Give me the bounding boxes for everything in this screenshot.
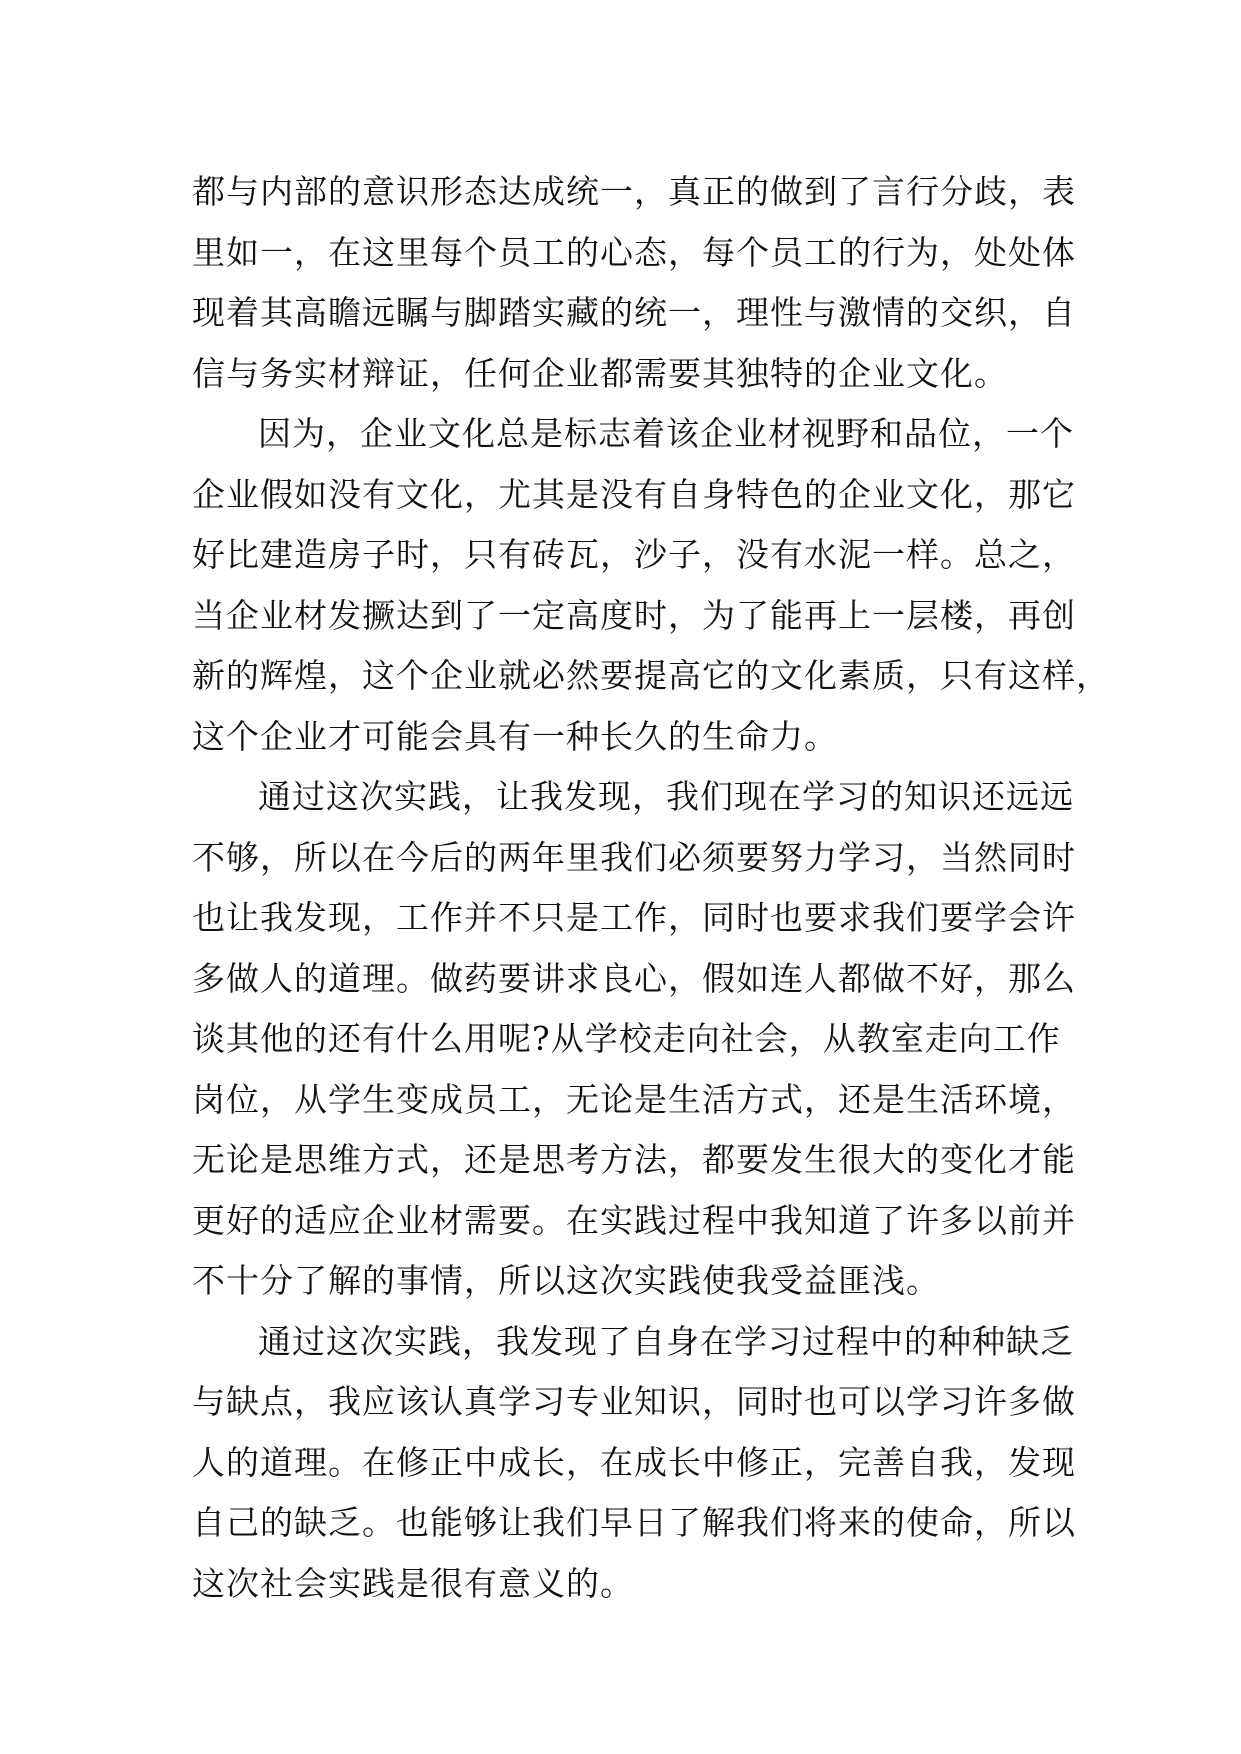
text-line: 企业假如没有文化，尤其是没有自身特色的企业文化，那它 xyxy=(192,474,1076,514)
text-line: 当企业材发撅达到了一定高度时，为了能再上一层楼，再创 xyxy=(192,595,1076,635)
text-line: 岗位，从学生变成员工，无论是生活方式，还是生活环境， xyxy=(192,1079,1076,1119)
paragraph-2 xyxy=(192,404,1110,767)
text-line: 人的道理。在修正中成长，在成长中修正，完善自我，发现 xyxy=(192,1442,1076,1482)
text-line: 这个企业才可能会具有一种长久的生命力。 xyxy=(192,716,838,756)
text-line: 与缺点，我应该认真学习专业知识，同时也可以学习许多做 xyxy=(192,1382,1076,1421)
text-line: 现着其高瞻远瞩与脚踏实藏的统一，理性与激情的交织，自 xyxy=(192,293,1076,332)
paragraph-4 xyxy=(192,1312,1076,1615)
paragraph-1 xyxy=(192,162,1076,404)
text-line: 无论是思维方式，还是思考方法，都要发生很大的变化才能 xyxy=(192,1140,1076,1179)
text-line: 通过这次实践，让我发现，我们现在学习的知识还远远 xyxy=(258,777,1074,816)
text-line: 不够，所以在今后的两年里我们必须要努力学习，当然同时 xyxy=(192,837,1076,877)
text-line: 不十分了解的事情，所以这次实践使我受益匪浅。 xyxy=(192,1261,940,1300)
text-line: 也让我发现，工作并不只是工作，同时也要求我们要学会许 xyxy=(192,898,1076,937)
text-line: 自己的缺乏。也能够让我们早日了解我们将来的使命，所以 xyxy=(192,1503,1076,1542)
document-body xyxy=(192,162,1110,1614)
text-line: 多做人的道理。做药要讲求良心，假如连人都做不好，那么 xyxy=(192,958,1076,998)
text-line: 这次社会实践是很有意义的。 xyxy=(192,1563,634,1603)
text-line: 更好的适应企业材需要。在实践过程中我知道了许多以前并 xyxy=(192,1200,1076,1240)
text-line: 通过这次实践，我发现了自身在学习过程中的种种缺乏 xyxy=(258,1321,1074,1361)
text-line: 里如一，在这里每个员工的心态，每个员工的行为，处处体 xyxy=(192,232,1076,272)
text-line: 谈其他的还有什么用呢?从学校走向社会，从教室走向工作 xyxy=(192,1019,1061,1058)
text-line: 新的辉煌，这个企业就必然要提高它的文化素质，只有这样， xyxy=(192,656,1110,695)
text-line: 好比建造房子时，只有砖瓦，沙子，没有水泥一样。总之， xyxy=(192,535,1076,574)
text-line: 信与务实材辩证，任何企业都需要其独特的企业文化。 xyxy=(192,353,1008,393)
text-line: 都与内部的意识形态达成统一，真正的做到了言行分歧，表 xyxy=(192,172,1076,211)
paragraph-3 xyxy=(192,767,1076,1312)
text-line: 因为，企业文化总是标志着该企业材视野和品位，一个 xyxy=(258,414,1074,453)
